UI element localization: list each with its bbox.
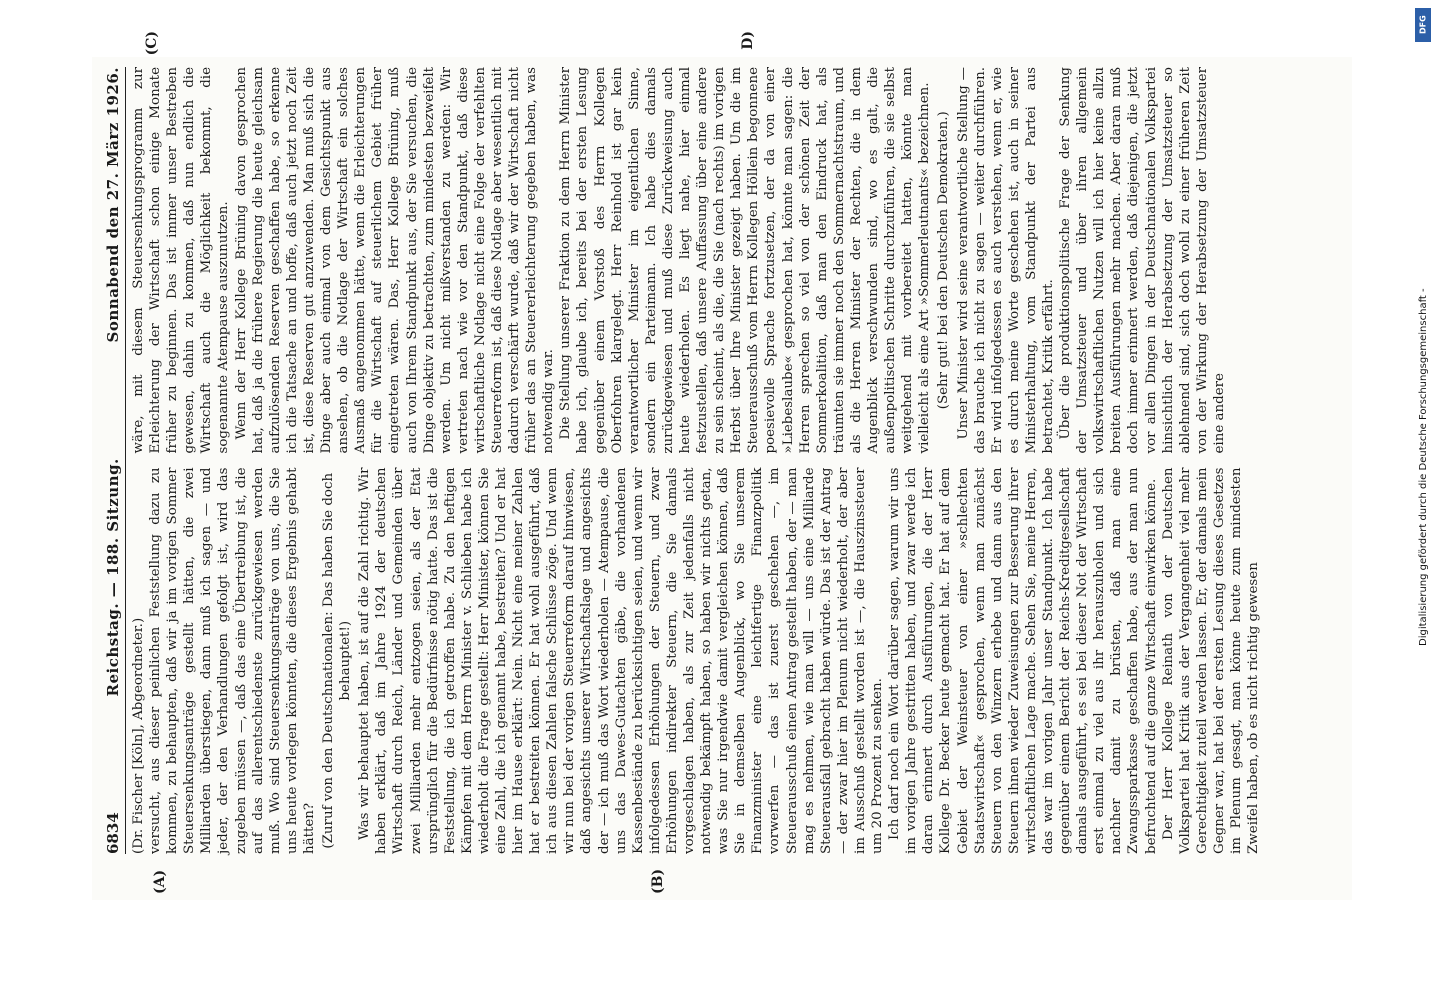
running-head [104, 67, 126, 854]
interjection: (Sehr gut! bei den Deutschen Demokraten.) [936, 111, 952, 410]
column-right [130, 31, 1330, 454]
dfg-logo: DFG [1415, 8, 1431, 42]
paragraph: Unser Minister wird seine verantwortliche Stellung — das brauche ich nicht zu sagen — weiter durchführen. Er wird infolgedessen es auch verstehen, wenn er, wie es durch meine Worte geschehen ist, auch in seiner Ministerhaltung, vom Standpunkt der Partei aus betrachtet, Kritik erfährt. [955, 67, 1056, 454]
margin-marker-d: D) [740, 31, 756, 50]
speaker-line: (Dr. Fischer [Köln], Abgeordneter.) [131, 617, 146, 854]
page-number: 6834 [104, 812, 122, 854]
rotated-document-page [92, 31, 1352, 900]
paragraph: Ich darf noch ein Wort darüber sagen, warum wir uns im vorigen Jahre gestritten haben, und zwar werde ich daran erinnert durch Ausführungen, die der Herr Kollege Dr. Becker heute gemacht hat. Er hat auf dem Gebiet der Weinsteuer von einer »schlechten Staatswirtschaft« gesprochen, wenn man zunächst Steuern von den Winzern erhebe und dann aus den Steuern ihnen wieder Zuweisungen zur Besserung ihrer wirtschaftlichen Lage mache. Sehen Sie, meine Herren, das war im vorigen Jahr unser Standpunkt. Ich habe gegenüber einem Bericht der Reichs-Kreditgesellschaft damals ausgeführt, es sei bei dieser Not der Wirtschaft erst einmal zu viel aus ihr herauszuholen und sich nachher damit zu brüsten, daß man eine Zwangssparkasse geschaffen habe, aus der man nun befruchtend auf die ganze Wirtschaft einwirken könne. [887, 467, 1159, 854]
text-columns [130, 31, 1330, 894]
digitization-note [1412, 8, 1434, 993]
paragraph: Was wir behauptet haben, ist auf die Zahl richtig. Wir haben erklärt, daß im Jahre 1924 der deutschen Wirtschaft durch Reich, Länder und Gemeinden über zwei Milliarden mehr entzogen seien, als der Etat ursprünglich für die Bedürfnisse nötig hatte. Das ist die Feststellung, die ich getroffen habe. Zu den heftigen Kämpfen mit dem Herrn Minister v. Schlieben habe ich wiederholt die Frage gestellt: Herr Minister, können Sie eine Zahl, die ich genannt habe, bestreiten? Und er hat hier im Hause erklärt: Nein. Nicht eine meiner Zahlen hat er bestreiten können. Er hat wohl ausgeführt, daß ich aus diesen Zahlen falsche Schlüsse zöge. Und wenn wir nun bei der vorigen Steuerreform darauf hinwiesen, daß angesichts unserer Wirtschaftslage und angesichts der — ich muß das Wort wiederholen — Atempause, die uns das Dawes-Gutachten gäbe, die vorhandenen Kassenbestände zu berücksichtigen seien, und wenn wir infolgedessen Erhöhungen der Steuern, und zwar Erhöhungen indirekter Steuern, die Sie damals vorgeschlagen haben, als zur Zeit jedenfalls nicht notwendig bekämpft haben, so haben wir nichts getan, was Sie nur irgendwie damit vergleichen können, daß Sie in demselben Augenblick, wo Sie unserem Finanzminister eine leichtfertige Finanzpolitik vorwerfen — das ist zuerst geschehen —, im Steuerausschuß einen Antrag gestellt haben, der — man mag es nehmen, wie man will — uns eine Milliarde Steuerausfall gebracht haben würde. Das ist der Antrag — der zwar hier im Plenum nicht wiederholt, der aber im Ausschuß gestellt worden ist —, die Hauszinssteuer um 20 Prozent zu senken. [357, 467, 886, 854]
digitization-text: Digitalisierung gefördert durch die Deutsche Forschungsgemeinschaft - [1417, 288, 1429, 646]
paragraph: versucht, aus dieser peinlichen Feststellung dazu zu kommen, zu behaupten, daß wir ja im vorigen Sommer Steuersenkungsanträge gestellt hätten, die zwei Milliarden überstiegen, dann muß ich sagen — und jeder, der den Verhandlungen gefolgt ist, wird das zugeben müssen —, daß das eine Übertreibung ist, die auf das allerentschiedenste zurückgewiesen werden muß. Wo sind Steuersenkungsanträge von uns, die Sie uns heute vorlegen könnten, die dieses Ergebnis gehabt hätten? [148, 467, 317, 854]
paragraph: Über die produktionspolitische Frage der Senkung der Umsatzsteuer und über ihren allgemein volkswirtschaftlichen Nutzen will ich hier keine allzu breiten Ausführungen mehr machen. Aber daran muß doch immer erinnert werden, daß diejenigen, die jetzt vor allen Dingen in der Deutschnationalen Volkspartei hinsichtlich der Herabsetzung der Umsatzsteuer so ablehnend sind, sich doch wohl zu einer früheren Zeit von der Wirkung der Herabsetzung der Umsatzsteuer eine andere [1058, 67, 1227, 454]
paragraph: Die Stellung unserer Fraktion zu dem Herrn Minister habe ich, glaube ich, bereits bei der ersten Lesung gegenüber einem Vorstoß des Herrn Kollegen Oberfohren klargelegt. Herr Reinhold ist gar kein verantwortlicher Minister im eigentlichen Sinne, sondern ein Parteimann. Ich habe dies damals zurückgewiesen und muß diese Zurückweisung auch heute wiederholen. Es liegt nahe, hier einmal festzustellen, daß unsere Auffassung über eine andere zu sein scheint, als die, die Sie (nach rechts) im vorigen Herbst über Ihre Minister gezeigt haben. Um die im Steuerausschuß vom Herrn Kollegen Höllein begonnene poesievolle Sprache fortzusetzen, der da von einer »Liebeslaube« gesprochen hat, könnte man sagen: die Herren sprechen so viel von der schönen Zeit der Sommerkoalition, daß man den Eindruck hat, als träumten sie immer noch den Sommernachtstraum, und als die Herren Minister der Rechten, die in dem Augenblick verschwunden sind, wo es galt, die außenpolitischen Schritte durchzuführen, die sie selbst weitgehend mit vorbereitet hatten, könnte man vielleicht als eine Art »Sommerleutnants« bezeichnen. [558, 67, 933, 454]
paragraph: wäre, mit diesem Steuersenkungsprogramm zur Erleichterung der Wirtschaft schon einige Monate früher zu beginnen. Das ist immer unser Bestreben gewesen, dahin zu kommen, daß nun endlich die Wirtschaft auch die Möglichkeit bekommt, die sogenannte Atempause auszunutzen. [131, 67, 232, 454]
session-title: Reichstag. — 188. Sitzung. [104, 458, 122, 697]
margin-marker-c: (C) [144, 31, 160, 56]
interjection: (Zuruf von den Deutschnationalen: Das haben Sie doch behauptet!) [321, 472, 354, 849]
column-left [130, 467, 1330, 894]
margin-marker-a: (A) [152, 869, 168, 894]
session-date: Sonnabend den 27. März 1926. [104, 67, 122, 343]
margin-marker-b: (B) [650, 868, 666, 894]
paragraph: Wenn der Herr Kollege Brüning davon gesprochen hat, daß ja die frühere Regierung die heute gleichsam aufzulösenden Reserven geschaffen habe, so erkenne ich die Tatsache an und hoffe, daß auch jetzt noch Zeit ist, diese Reserven gut anzuwenden. Man muß sich die Dinge aber auch einmal von dem Gesichtspunkt aus ansehen, ob die Notlage der Wirtschaft ein solches Ausmaß angenommen hätte, wenn die Erleichterungen für die Wirtschaft auf steuerlichem Gebiet früher eingetreten wären. Das, Herr Kollege Brüning, muß auch von Ihrem Standpunkt aus, der Sie versuchen, die Dinge objektiv zu betrachten, zum mindesten bezweifelt werden. Um nicht mißverstanden zu werden: Wir vertreten nach wie vor den Standpunkt, daß diese wirtschaftliche Notlage nicht eine Folge der verfehlten Steuerreform ist, daß diese Notlage aber wesentlich mit dadurch verschärft wurde, daß wir der Wirtschaft nicht früher das an Steuererleichterung gegeben haben, was notwendig war. [233, 67, 557, 454]
paragraph: Der Herr Kollege Reinath von der Deutschen Volkspartei hat Kritik aus der Vergangenheit viel mehr Gerechtigkeit zuteil werden lassen. Er, der damals mein Gegner war, hat bei der ersten Lesung dieses Gesetzes im Plenum gesagt, man könne heute zum mindesten Zweifel haben, ob es nicht richtig gewesen [1160, 467, 1262, 854]
